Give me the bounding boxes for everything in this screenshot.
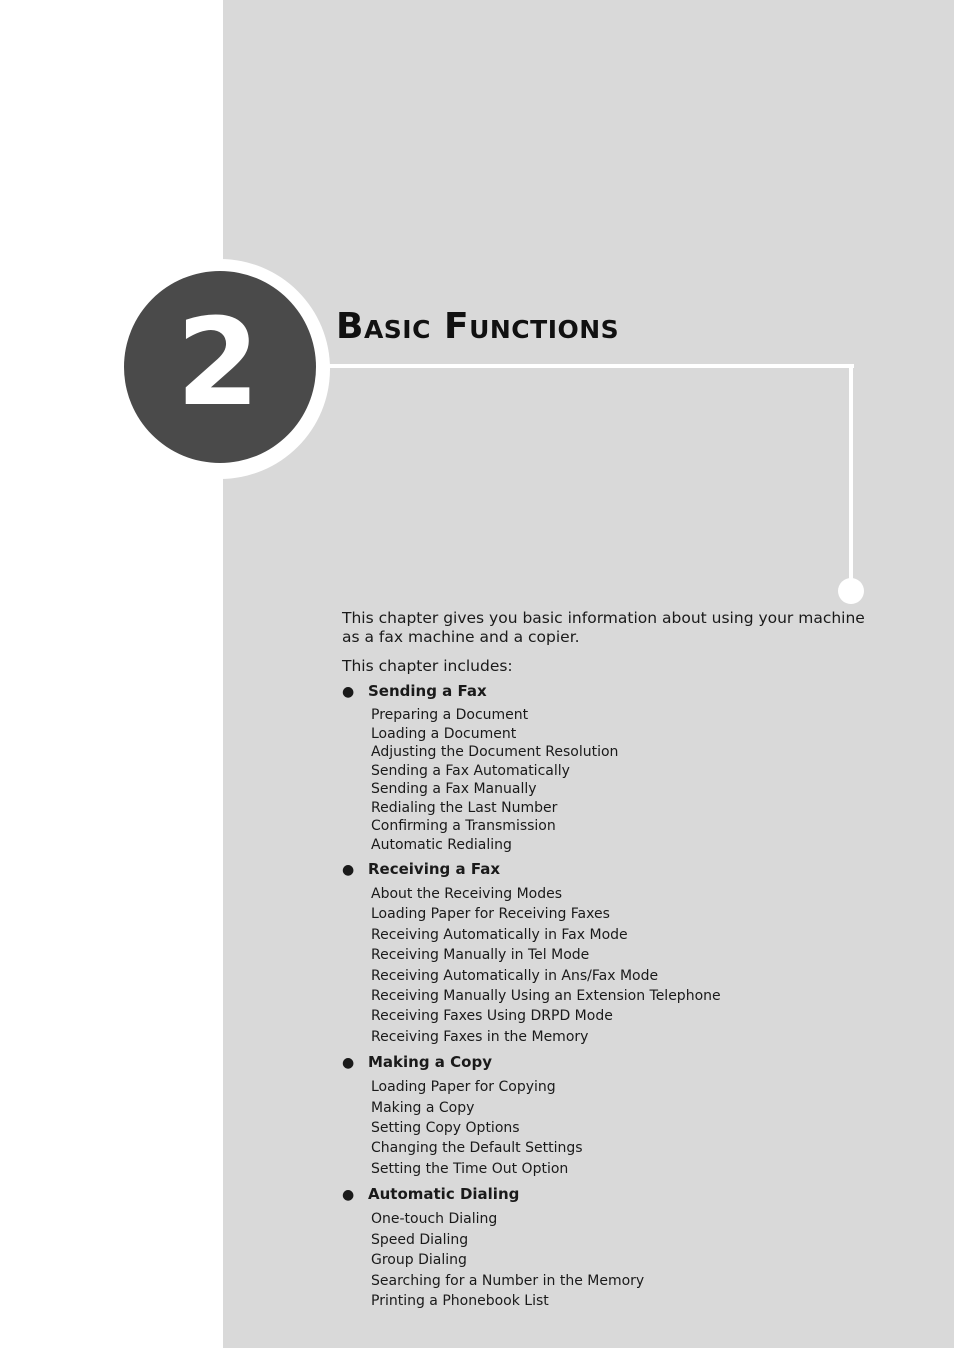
topic-item: Loading a Document bbox=[371, 725, 517, 742]
topic-item: Confirming a Transmission bbox=[371, 818, 556, 834]
title-rule-vertical bbox=[849, 364, 853, 584]
section-automatic-dialing bbox=[342, 1183, 882, 1311]
includes-label: This chapter includes: bbox=[342, 657, 513, 675]
topic-item: About the Receiving Modes bbox=[371, 886, 563, 902]
section-heading-label: Automatic Dialing bbox=[368, 1185, 520, 1204]
topic-item: Setting the Time Out Option bbox=[371, 1160, 569, 1177]
section-heading-label: Receiving a Fax bbox=[368, 860, 500, 878]
topic-item: Receiving Faxes Using DRPD Mode bbox=[371, 1008, 613, 1025]
topic-item: Printing a Phonebook List bbox=[371, 1292, 549, 1309]
title-rule-end-dot bbox=[838, 578, 864, 604]
topic-item: Sending a Fax Manually bbox=[371, 781, 537, 797]
topic-item: Group Dialing bbox=[371, 1252, 467, 1269]
topic-item: One-touch Dialing bbox=[371, 1211, 498, 1228]
section-heading bbox=[342, 858, 882, 881]
topic-item: Making a Copy bbox=[371, 1099, 475, 1116]
chapter-contents bbox=[342, 609, 882, 1311]
section-topic-list bbox=[342, 1077, 882, 1179]
topic-item: Receiving Manually in Tel Mode bbox=[371, 947, 590, 964]
intro-paragraph: This chapter gives you basic information about using your machine as a fax machine and a copier. bbox=[342, 609, 865, 646]
topic-item: Adjusting the Document Resolution bbox=[371, 744, 619, 760]
section-heading-label: Making a Copy bbox=[368, 1053, 492, 1072]
section-heading bbox=[342, 680, 882, 703]
topic-item: Redialing the Last Number bbox=[371, 799, 558, 816]
section-topic-list bbox=[342, 884, 882, 1047]
topic-item: Changing the Default Settings bbox=[371, 1140, 583, 1157]
section-sending-a-fax bbox=[342, 680, 882, 854]
chapter-number: 2 bbox=[176, 294, 260, 433]
bullet-icon: ● bbox=[342, 862, 355, 878]
topic-item: Automatic Redialing bbox=[371, 836, 512, 853]
section-topic-list bbox=[342, 706, 882, 854]
section-receiving-a-fax bbox=[342, 858, 882, 1047]
topic-item: Receiving Faxes in the Memory bbox=[371, 1028, 589, 1045]
bullet-icon: ● bbox=[342, 1055, 355, 1072]
section-making-a-copy bbox=[342, 1051, 882, 1179]
topic-item: Preparing a Document bbox=[371, 707, 529, 723]
section-heading bbox=[342, 1051, 882, 1074]
bullet-icon: ● bbox=[342, 1187, 355, 1204]
topic-item: Searching for a Number in the Memory bbox=[371, 1272, 645, 1289]
topic-item: Receiving Automatically in Fax Mode bbox=[371, 926, 628, 943]
title-rule-horizontal bbox=[320, 364, 854, 368]
topic-item: Receiving Manually Using an Extension Telephone bbox=[371, 988, 721, 1005]
bullet-icon: ● bbox=[342, 684, 355, 700]
topic-item: Sending a Fax Automatically bbox=[371, 762, 570, 779]
section-topic-list bbox=[342, 1209, 882, 1311]
section-heading bbox=[342, 1183, 882, 1206]
topic-item: Speed Dialing bbox=[371, 1231, 469, 1248]
topic-item: Setting Copy Options bbox=[371, 1120, 520, 1137]
chapter-title: Basic Functions bbox=[336, 306, 620, 347]
topic-item: Loading Paper for Receiving Faxes bbox=[371, 906, 610, 923]
chapter-number-badge bbox=[124, 271, 316, 463]
section-heading-label: Sending a Fax bbox=[368, 682, 487, 700]
topic-item: Receiving Automatically in Ans/Fax Mode bbox=[371, 967, 659, 984]
topic-item: Loading Paper for Copying bbox=[371, 1079, 556, 1096]
